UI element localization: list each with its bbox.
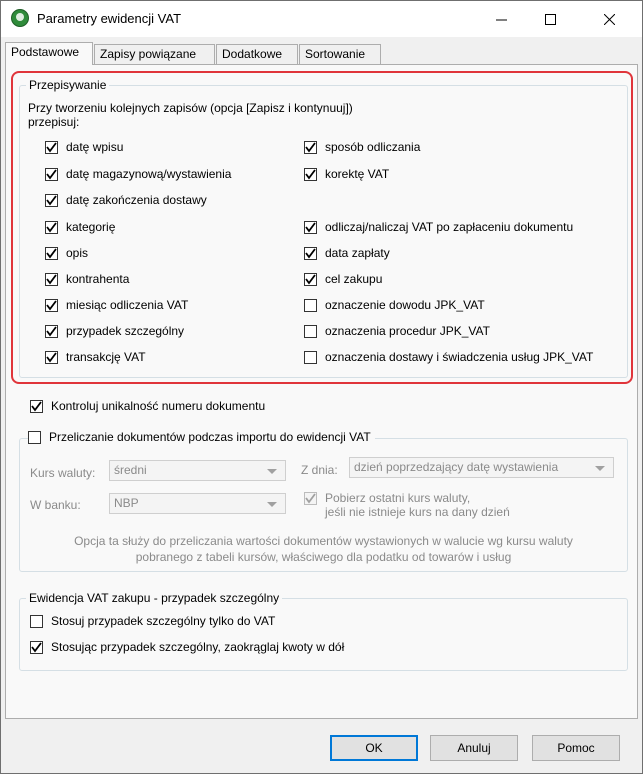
chevron-down-icon (267, 502, 277, 508)
kurs-waluty-label: Kurs waluty: (30, 466, 96, 480)
checkbox-oznaczenia-dostawy[interactable]: oznaczenia dostawy i świadczenia usług JPK_VAT (304, 350, 593, 364)
app-logo-icon (11, 9, 29, 27)
checkbox-oznaczenia-procedur[interactable]: oznaczenia procedur JPK_VAT (304, 324, 490, 338)
tab-dodatkowe[interactable]: Dodatkowe (216, 44, 298, 64)
tab-zapisy-powiazane[interactable]: Zapisy powiązane (94, 44, 215, 64)
checkbox-korekte-vat[interactable]: korektę VAT (304, 167, 389, 181)
checkbox-cel-zakupu[interactable]: cel zakupu (304, 272, 382, 286)
close-icon[interactable] (586, 1, 632, 37)
checkbox-sposob-odliczania[interactable]: sposób odliczania (304, 140, 420, 154)
przepisywanie-description-2: przepisuj: (28, 115, 80, 129)
maximize-icon[interactable] (527, 1, 573, 37)
przeliczanie-info-2: pobranego z tabeli kursów, właściwego dla podatku od towarów i usług (135, 550, 512, 564)
w-banku-select[interactable]: NBP (109, 493, 286, 514)
z-dnia-label: Z dnia: (301, 463, 338, 477)
checkbox-date-zakonczenia[interactable]: datę zakończenia dostawy (45, 193, 207, 207)
checkbox-kontroluj-unikalnosc[interactable]: Kontroluj unikalność numeru dokumentu (30, 399, 265, 413)
checkbox-date-magazynowa[interactable]: datę magazynową/wystawienia (45, 167, 231, 181)
przepisywanie-description: Przy tworzeniu kolejnych zapisów (opcja [Zapisz i kontynuuj]) (28, 101, 353, 115)
minimize-icon[interactable] (478, 1, 524, 37)
z-dnia-select[interactable]: dzień poprzedzający datę wystawienia (349, 457, 614, 478)
checkbox-przypadek-szczegolny[interactable]: przypadek szczególny (45, 324, 184, 338)
ok-button[interactable]: OK (330, 735, 418, 761)
checkbox-pobierz-ostatni-kurs[interactable]: Pobierz ostatni kurs waluty, jeśli nie istnieje kurs na dany dzień (304, 491, 510, 519)
checkbox-data-zaplaty[interactable]: data zapłaty (304, 246, 390, 260)
checkbox-opis[interactable]: opis (45, 246, 88, 260)
kurs-waluty-select[interactable]: średni (109, 460, 286, 481)
checkbox-miesiac-odliczenia[interactable]: miesiąc odliczenia VAT (45, 298, 188, 312)
checkbox-przeliczanie[interactable]: Przeliczanie dokumentów podczas importu do ewidencji VAT (28, 430, 375, 444)
checkbox-stosuj-tylko-vat[interactable]: Stosuj przypadek szczególny tylko do VAT (30, 614, 275, 628)
chevron-down-icon (595, 466, 605, 472)
checkbox-kontrahenta[interactable]: kontrahenta (45, 272, 129, 286)
checkbox-zaokraglaj-w-dol[interactable]: Stosując przypadek szczególny, zaokrąglaj kwoty w dół (30, 640, 344, 654)
help-button[interactable]: Pomoc (532, 735, 620, 761)
checkbox-kategorie[interactable]: kategorię (45, 220, 115, 234)
checkbox-date-wpisu[interactable]: datę wpisu (45, 140, 123, 154)
ewidencja-group (19, 591, 628, 671)
checkbox-odliczaj-naliczaj[interactable]: odliczaj/naliczaj VAT po zapłaceniu dokumentu (304, 220, 573, 234)
cancel-button[interactable]: Anuluj (430, 735, 518, 761)
checkbox-oznaczenie-dowodu[interactable]: oznaczenie dowodu JPK_VAT (304, 298, 485, 312)
przeliczanie-info-1: Opcja ta służy do przeliczania wartości dokumentów wystawionych w walucie wg kursu waluty (74, 534, 573, 548)
przepisywanie-legend: Przepisywanie (26, 78, 109, 92)
tab-sortowanie[interactable]: Sortowanie (299, 44, 381, 64)
chevron-down-icon (267, 469, 277, 475)
tab-podstawowe[interactable]: Podstawowe (5, 42, 93, 65)
w-banku-label: W banku: (30, 498, 81, 512)
window-title: Parametry ewidencji VAT (37, 11, 182, 26)
title-bar (1, 1, 642, 37)
checkbox-transakcje-vat[interactable]: transakcję VAT (45, 350, 146, 364)
ewidencja-legend: Ewidencja VAT zakupu - przypadek szczególny (26, 591, 282, 605)
